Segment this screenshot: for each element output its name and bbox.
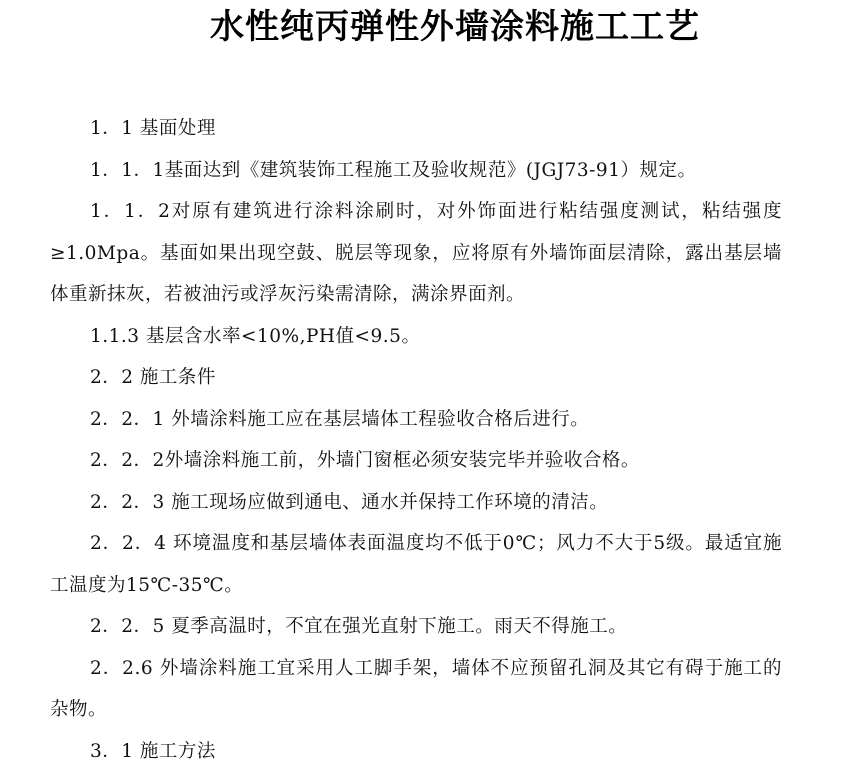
document-body <box>50 108 782 772</box>
document-title: 水性纯丙弹性外墙涂料施工工艺 <box>0 4 850 50</box>
paragraph-1-1-2: 1．1．2对原有建筑进行涂料涂刷时，对外饰面进行粘结强度测试，粘结强度≥1.0Mpa。基面如果出现空鼓、脱层等现象，应将原有外墙饰面层清除，露出基层墙体重新抹灰，若被油污或浮灰污染需清除，满涂界面剂。 <box>50 191 782 316</box>
paragraph-2-2-5: 2．2．5 夏季高温时，不宜在强光直射下施工。雨天不得施工。 <box>50 606 782 648</box>
paragraph-2-2: 2．2 施工条件 <box>50 357 782 399</box>
paragraph-2-2-6: 2．2.6 外墙涂料施工宜采用人工脚手架，墙体不应预留孔洞及其它有碍于施工的杂物。 <box>50 648 782 731</box>
paragraph-1-1-3: 1.1.3 基层含水率<10%,PH值<9.5。 <box>50 316 782 358</box>
paragraph-3-1: 3．1 施工方法 <box>50 731 782 772</box>
paragraph-1-1: 1．1 基面处理 <box>50 108 782 150</box>
paragraph-1-1-1: 1．1．1基面达到《建筑装饰工程施工及验收规范》(JGJ73-91）规定。 <box>50 150 782 192</box>
paragraph-2-2-4: 2．2．4 环境温度和基层墙体表面温度均不低于0℃；风力不大于5级。最适宜施工温度为15℃-35℃。 <box>50 523 782 606</box>
paragraph-2-2-3: 2．2．3 施工现场应做到通电、通水并保持工作环境的清洁。 <box>50 482 782 524</box>
paragraph-2-2-1: 2．2．1 外墙涂料施工应在基层墙体工程验收合格后进行。 <box>50 399 782 441</box>
paragraph-2-2-2: 2．2．2外墙涂料施工前，外墙门窗框必须安装完毕并验收合格。 <box>50 440 782 482</box>
